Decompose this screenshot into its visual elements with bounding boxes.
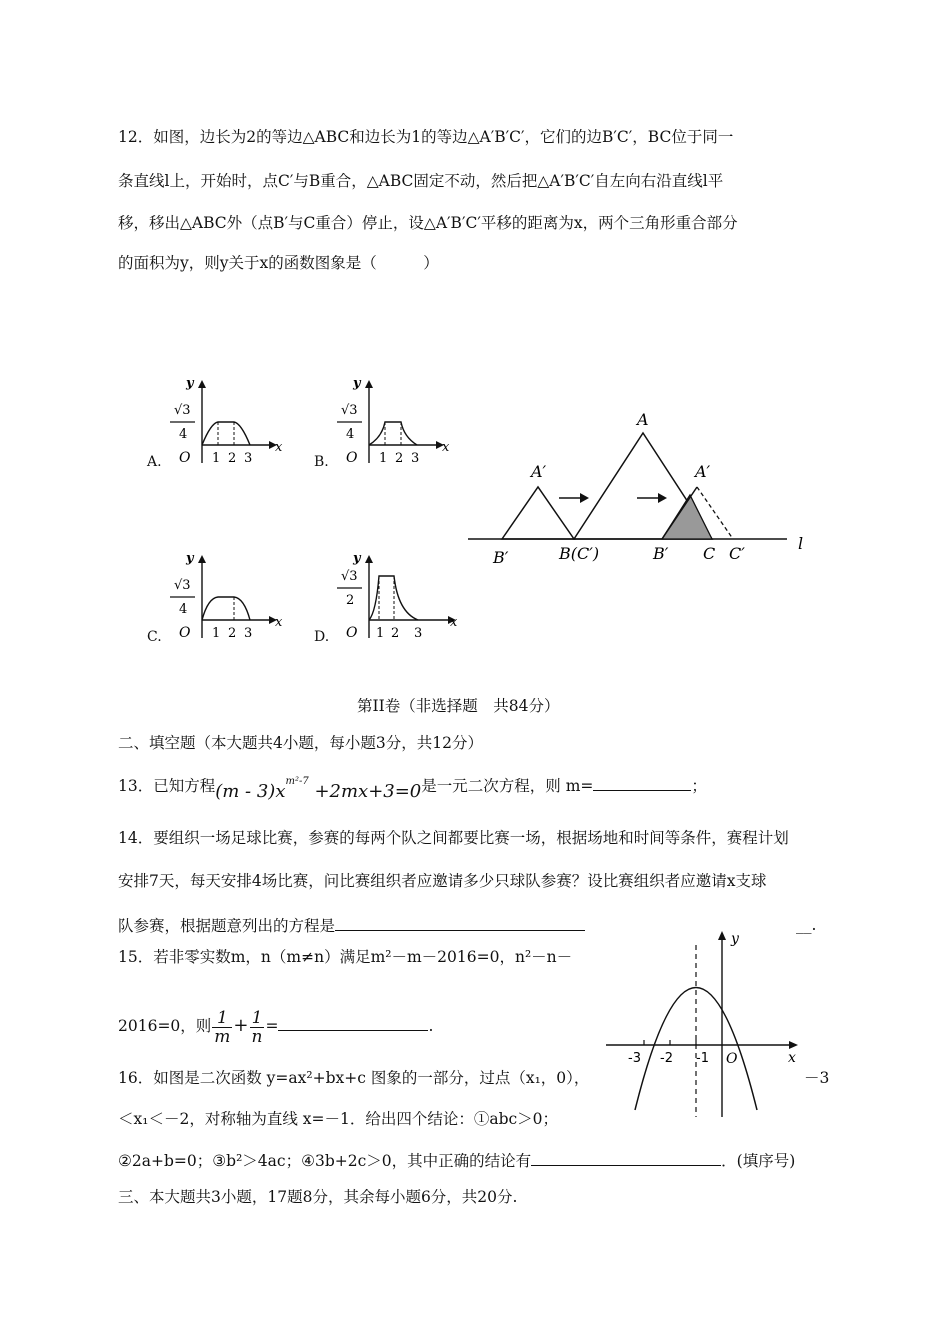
tick-1: 1 [212, 451, 221, 466]
y-axis-label: y [731, 931, 739, 947]
q14-answer-blank[interactable] [335, 914, 585, 931]
origin-label: O [179, 450, 191, 466]
option-d-label: D. [314, 629, 330, 645]
tick-1: 1 [212, 626, 221, 641]
label-a: A [637, 410, 649, 429]
q14-line1: 14．要组织一场足球比赛，参赛的每两个队之间都要比赛一场，根据场地和时间等条件，赛程计划 [118, 829, 789, 847]
q16-line3: ②2a+b=0；③b²＞4ac；④3b+2c＞0，其中正确的结论有 [118, 1152, 532, 1170]
q13-end: ； [691, 777, 707, 795]
label-a-prime-right: A′ [695, 462, 711, 481]
y-axis-label: y [186, 551, 194, 566]
frac1-den: m [214, 1026, 231, 1047]
parabola-figure [600, 925, 810, 1120]
tick-neg3: -3 [628, 1051, 641, 1066]
frac-num: √3 [174, 578, 191, 593]
q14-line3: 队参赛，根据题意列出的方程是 [118, 917, 336, 935]
q13-eq-right: +2mx+3=0 [308, 781, 422, 802]
label-c: C [703, 544, 716, 563]
q13-eq-left: (m - 3)x [215, 781, 286, 802]
option-c-graph [165, 550, 290, 645]
y-axis-label: y [353, 376, 361, 391]
option-a-graph [165, 375, 290, 470]
tick-2: 2 [391, 626, 400, 641]
x-axis-label: x [442, 440, 450, 455]
x-axis-label: x [788, 1050, 796, 1066]
tick-1: 1 [376, 626, 385, 641]
x-axis-label: x [275, 440, 283, 455]
q15-line2-prefix: 2016=0，则 [118, 1017, 212, 1035]
tick-1: 1 [379, 451, 388, 466]
frac-den: 4 [179, 602, 188, 617]
q13-prefix: 13．已知方程 [118, 777, 216, 795]
label-b-prime-right: B′ [653, 544, 669, 563]
frac-num: √3 [174, 403, 191, 418]
option-b-label: B. [314, 454, 329, 470]
option-c-label: C. [147, 629, 162, 645]
q12-line1: 12．如图，边长为2的等边△ABC和边长为1的等边△A′B′C′，它们的边B′C′，BC位于同一 [118, 128, 734, 146]
small-triangle-left [502, 487, 574, 539]
plus-sign: + [233, 1015, 249, 1036]
frac-den: 4 [179, 427, 188, 442]
frac1-num: 1 [212, 1009, 232, 1028]
q14-line3-wrap [118, 914, 585, 937]
frac-num: √3 [341, 403, 358, 418]
part3-heading: 三、本大题共3小题，17题8分，其余每小题6分，共20分. [118, 1188, 518, 1206]
q15-line1: 15．若非零实数m，n（m≠n）满足m²－m－2016=0，n²－n－ [118, 948, 573, 966]
option-d-graph [332, 550, 457, 645]
tick-2: 2 [228, 626, 237, 641]
q15-line2 [118, 1006, 433, 1046]
q16-line2: ＜x₁＜－2，对称轴为直线 x=－1．给出四个结论：①abc＞0； [118, 1110, 559, 1128]
q12-line3: 移，移出△ABC外（点B′与C重合）停止，设△A′B′C′平移的距离为x，两个三角形重合部分 [118, 214, 738, 232]
label-b-c-prime: B(C′) [559, 544, 600, 563]
tick-2: 2 [395, 451, 404, 466]
q13-answer-blank[interactable] [593, 774, 691, 791]
frac2-den: n [251, 1026, 263, 1047]
option-a-label: A. [147, 454, 162, 470]
tick-neg2: -2 [660, 1051, 673, 1066]
x-axis-label: x [450, 615, 457, 630]
label-c-prime: C′ [729, 544, 745, 563]
q16-answer-blank[interactable] [531, 1149, 721, 1166]
label-b-prime-left: B′ [493, 548, 509, 567]
q13 [118, 771, 707, 802]
frac-num: √3 [341, 569, 358, 584]
q12-line2: 条直线l上，开始时，点C′与B重合，△ABC固定不动，然后把△A′B′C′自左向右沿直线l平 [118, 172, 724, 190]
frac-den: 4 [346, 427, 355, 442]
frac2-num: 1 [250, 1009, 265, 1028]
label-l: l [798, 534, 804, 553]
triangle-translation-figure [465, 405, 815, 575]
origin-label: O [346, 450, 358, 466]
q15-end: . [428, 1017, 434, 1035]
q16-line1-right: －3 [804, 1069, 830, 1087]
q12-line4: 的面积为y，则y关于x的函数图象是（ ） [118, 254, 439, 272]
frac-den: 2 [346, 593, 355, 608]
part2-heading: 二、填空题（本大题共4小题，每小题3分，共12分） [118, 734, 483, 752]
equals-sign: = [265, 1017, 279, 1035]
tick-neg1: -1 [696, 1051, 709, 1066]
q13-suffix: 是一元二次方程，则 m= [421, 777, 594, 795]
tick-3: 3 [244, 451, 253, 466]
y-axis-label: y [353, 551, 361, 566]
q16-line3-wrap [118, 1149, 795, 1172]
tick-2: 2 [228, 451, 237, 466]
q15-answer-blank[interactable] [278, 1014, 428, 1031]
label-a-prime-left: A′ [531, 462, 547, 481]
tick-3: 3 [414, 626, 423, 641]
option-b-graph [332, 375, 457, 470]
x-axis-label: x [275, 615, 283, 630]
section-title: 第II卷（非选择题 共84分） [357, 697, 560, 715]
tick-3: 3 [411, 451, 420, 466]
q14-line2: 安排7天，每天安排4场比赛，问比赛组织者应邀请多少只球队参赛？设比赛组织者应邀请x支球 [118, 872, 767, 890]
origin-label: O [179, 625, 191, 641]
y-axis-label: y [186, 376, 194, 391]
tick-3: 3 [244, 626, 253, 641]
origin-label: O [726, 1051, 738, 1067]
q16-line1: 16．如图是二次函数 y=ax²+bx+c 图象的一部分，过点（x₁，0）， [118, 1069, 590, 1087]
q14-end: __. [796, 916, 817, 934]
q16-end: ．(填序号) [721, 1152, 796, 1170]
q13-eq-exp: m²-7 [285, 776, 309, 787]
origin-label: O [346, 625, 358, 641]
